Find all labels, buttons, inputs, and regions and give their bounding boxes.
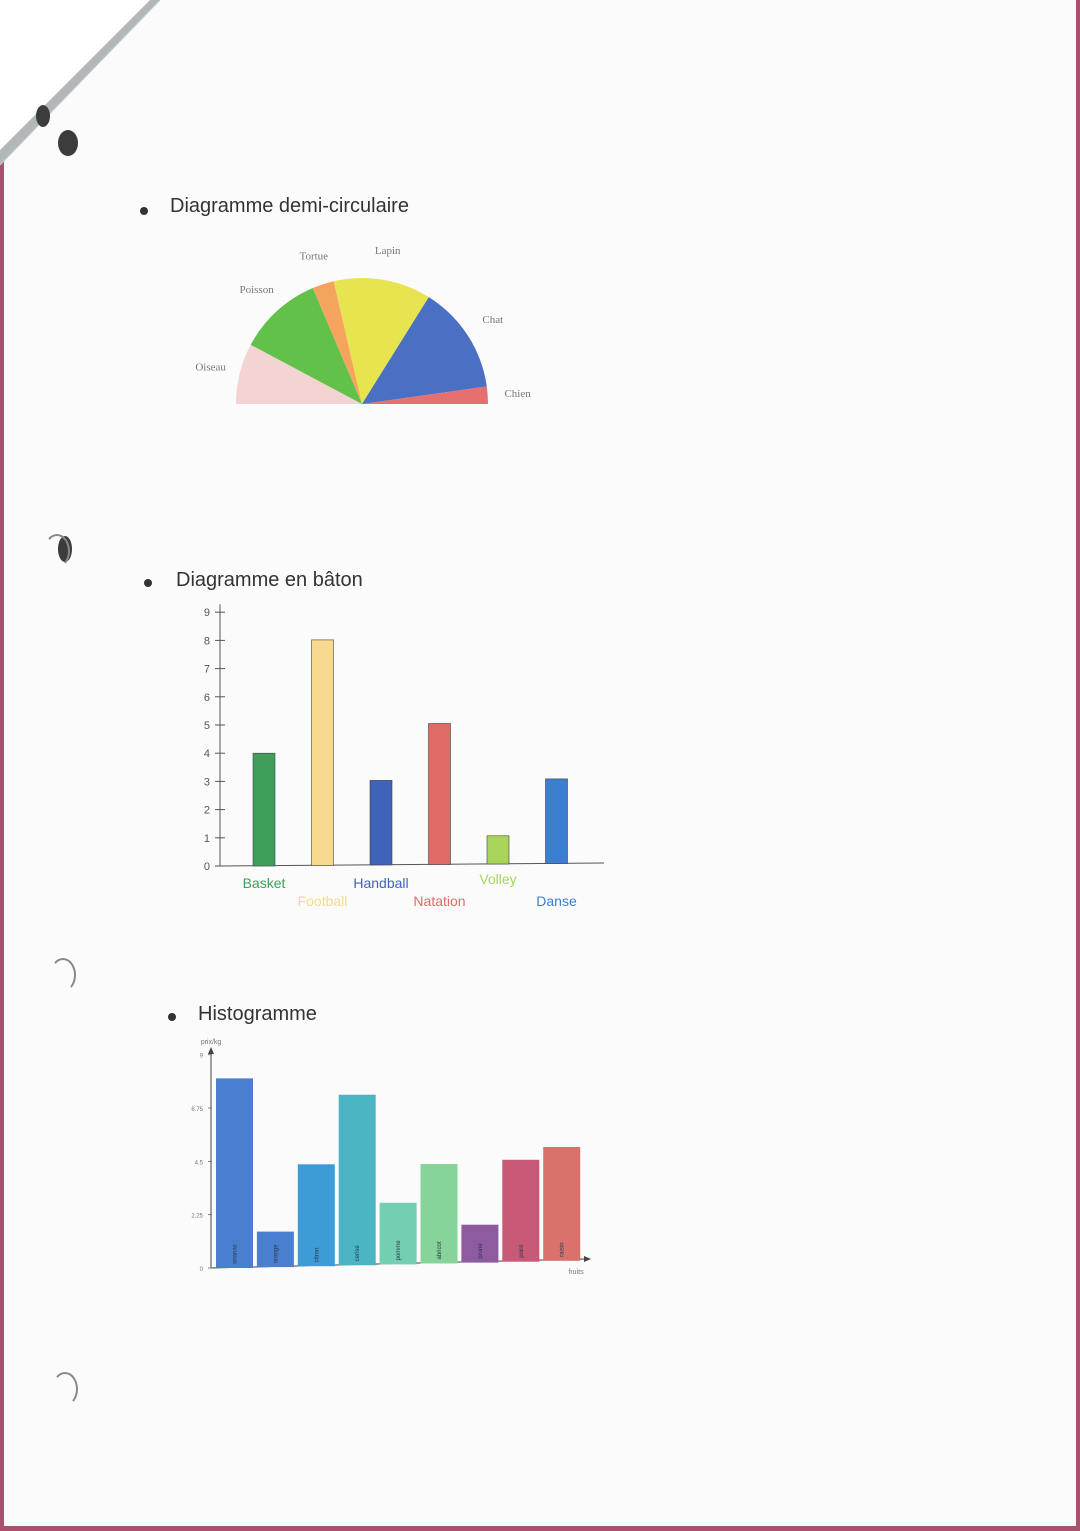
pie-slice-label: Poisson	[239, 284, 274, 296]
y-tick-label: 9	[199, 1053, 203, 1060]
folded-corner	[0, 0, 200, 200]
y-tick-label: 2	[203, 804, 210, 817]
pie-slice-label: Lapin	[374, 245, 401, 258]
y-tick-label: 6.75	[191, 1107, 203, 1114]
bar	[312, 640, 334, 866]
half-pie-chart	[160, 240, 580, 420]
x-axis-title: fruits	[568, 1269, 584, 1276]
histogram-bar-label: cerise	[355, 1245, 362, 1262]
y-tick-label: 2.25	[191, 1213, 203, 1220]
y-tick-label: 4	[203, 748, 210, 761]
x-axis-arrow	[584, 1256, 591, 1262]
y-tick-label: 4.5	[194, 1160, 203, 1167]
punch-hole-ring	[52, 1372, 78, 1406]
x-category-label: Handball	[353, 875, 409, 891]
bullet	[144, 579, 152, 587]
bullet	[140, 207, 148, 215]
x-category-label: Natation	[413, 893, 466, 909]
x-category-label: Basket	[242, 875, 286, 891]
x-category-label: Football	[297, 893, 348, 909]
punch-hole	[36, 105, 50, 127]
bar	[253, 753, 275, 866]
x-category-label: Danse	[536, 893, 577, 909]
punch-hole	[58, 130, 78, 156]
histogram-chart	[180, 1030, 610, 1290]
histogram-bar-label: orange	[273, 1244, 280, 1264]
bar-chart	[190, 600, 620, 920]
y-tick-label: 6	[203, 691, 210, 704]
bar	[370, 780, 392, 865]
section-heading: Histogramme	[198, 1003, 317, 1025]
y-tick-label: 5	[203, 720, 210, 732]
histogram-bar-label: prune	[477, 1243, 484, 1259]
pie-slice-label: Chat	[482, 314, 504, 326]
bar	[429, 724, 451, 865]
histogram-bar-label: citron	[314, 1247, 321, 1263]
y-tick-label: 9	[203, 607, 210, 620]
punch-hole-ring	[50, 958, 76, 992]
y-tick-label: 3	[203, 776, 210, 789]
x-category-label: Volley	[479, 871, 517, 887]
y-axis-title: prix/kg	[200, 1039, 222, 1046]
bullet	[168, 1013, 176, 1021]
section-heading: Diagramme demi-circulaire	[170, 195, 409, 217]
histogram-bar-label: poire	[518, 1244, 525, 1258]
punch-hole-ring	[44, 534, 70, 568]
y-tick-label: 0	[203, 861, 210, 873]
pie-slice-label: Tortue	[299, 250, 329, 263]
pie-slice-label: Chien	[504, 388, 531, 401]
histogram-bar	[339, 1095, 376, 1266]
histogram-bar	[216, 1078, 253, 1268]
y-tick-label: 0	[199, 1267, 203, 1273]
bar	[487, 836, 509, 864]
y-tick-label: 1	[203, 832, 210, 845]
bar	[546, 779, 568, 864]
histogram-bar-label: abricot	[437, 1241, 443, 1260]
histogram-bar-label: pomme	[396, 1240, 403, 1261]
y-axis-arrow	[208, 1047, 214, 1054]
y-tick-label: 8	[203, 635, 210, 648]
section-heading: Diagramme en bâton	[176, 569, 363, 591]
histogram-bar-label: raisin	[559, 1242, 566, 1257]
pie-slice-label: Oiseau	[195, 361, 226, 374]
histogram-bar-label: ananas	[232, 1244, 239, 1264]
y-tick-label: 7	[203, 663, 210, 676]
